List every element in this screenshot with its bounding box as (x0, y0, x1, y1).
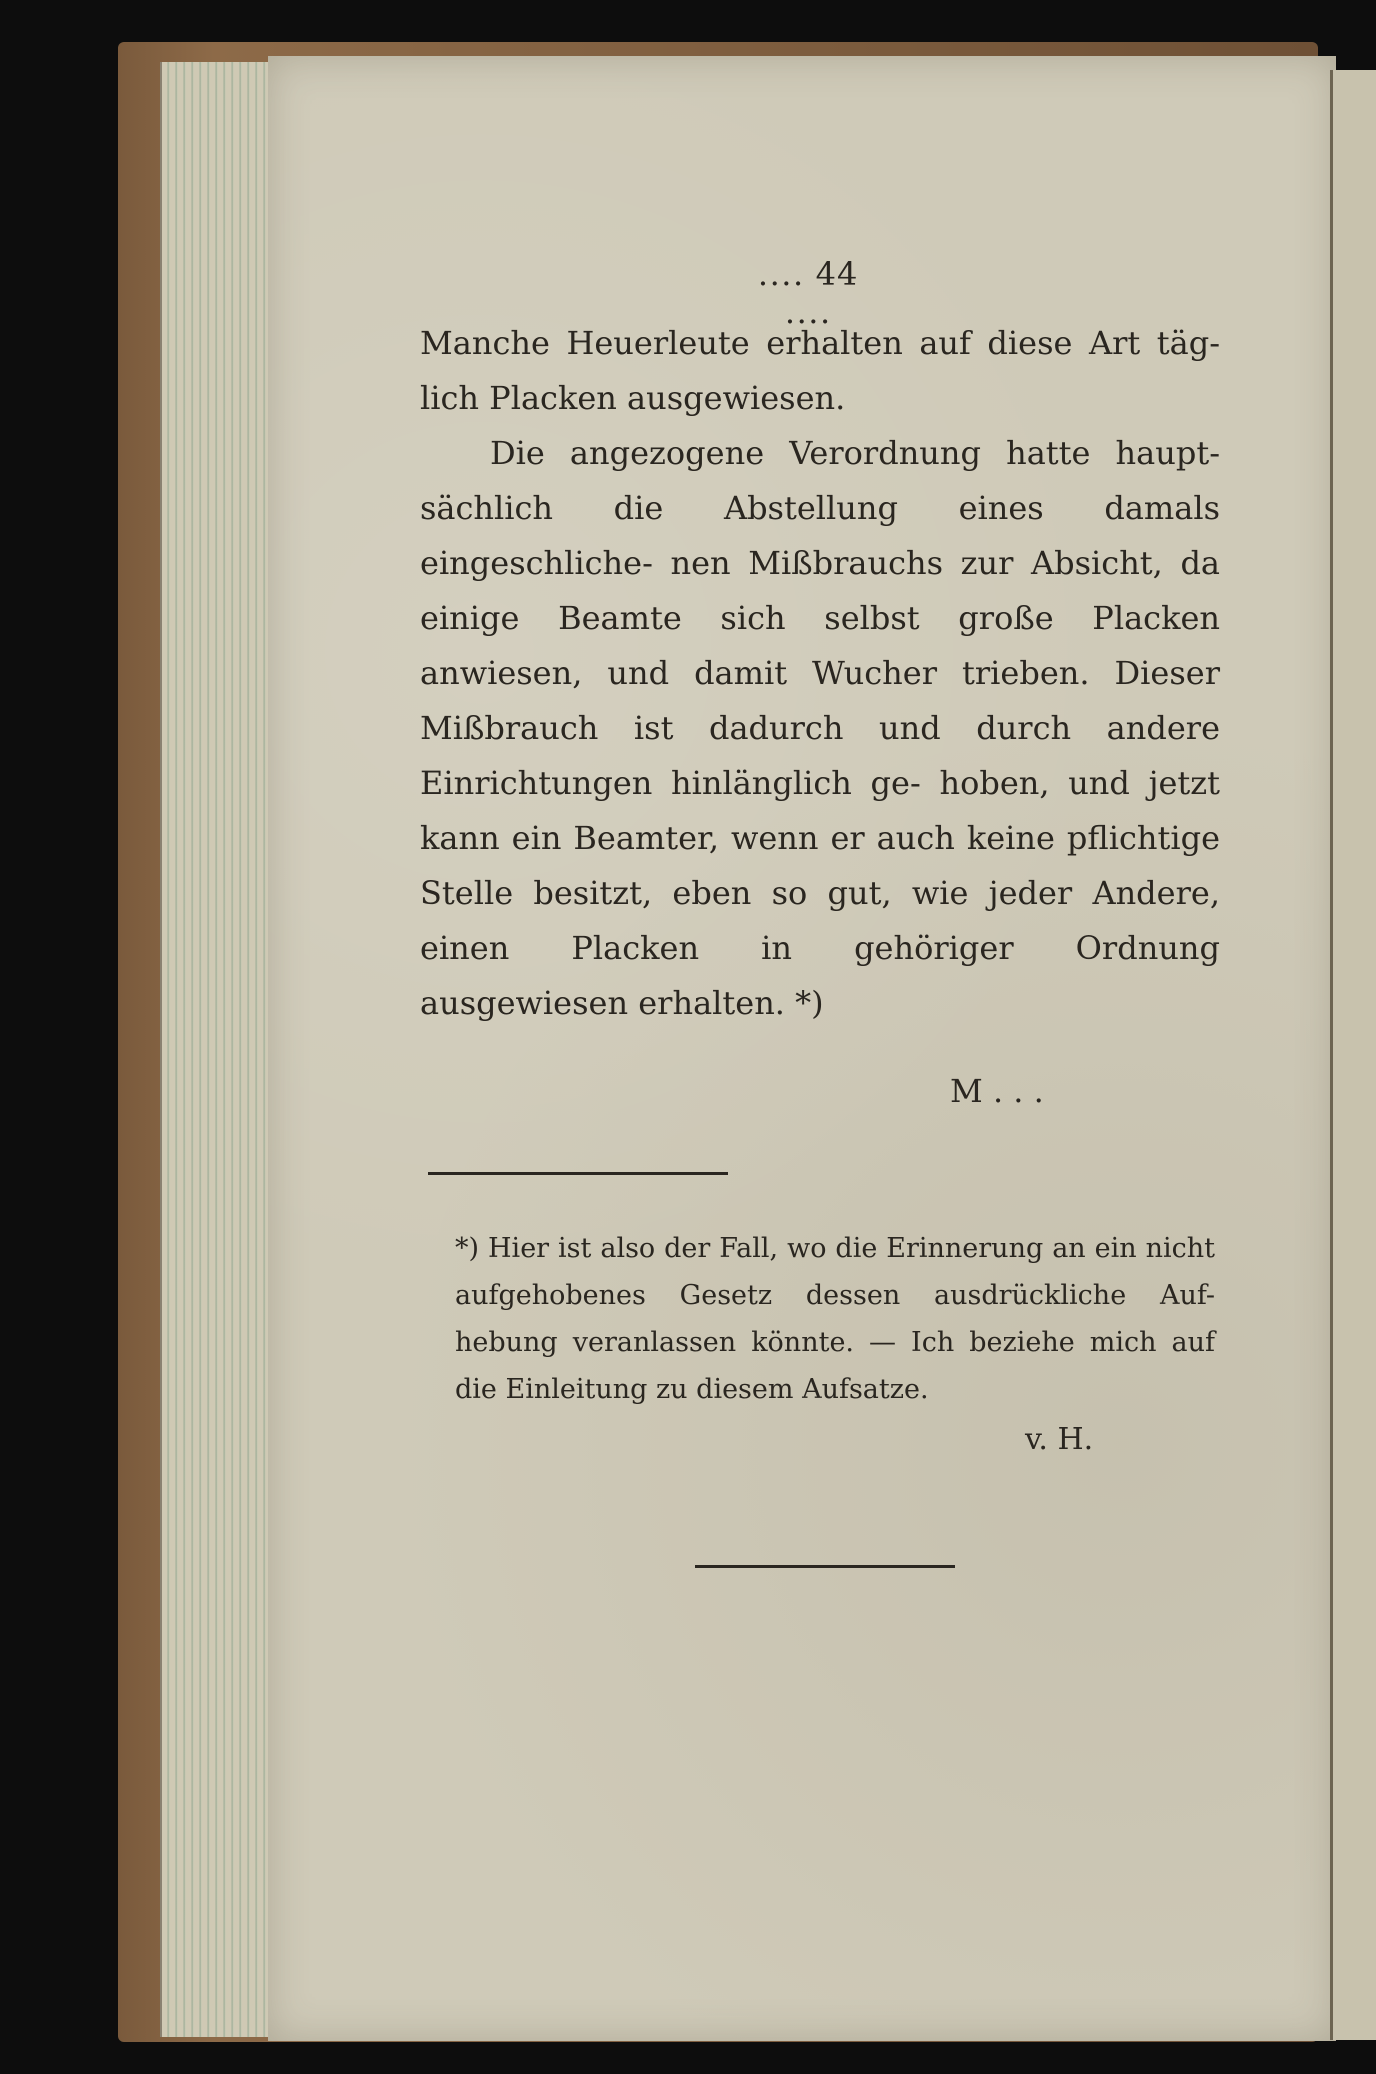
footnote-text: Hier ist also der Fall, wo die Erinnerung an ein nicht aufgehobenes Gesetz dessen ausdrückliche Auf- hebung veranlassen könnte. — Ich beziehe mich auf die Einleitung zu diesem Aufsatze. (455, 1233, 1215, 1405)
footnote-signature: v. H. (1025, 1422, 1094, 1457)
paragraph-1: Manche Heuerleute erhalten auf diese Art täg- lich Placken ausgewiesen. (420, 324, 1220, 417)
facing-page-edge (1330, 70, 1376, 2040)
footnote-marker: *) (455, 1233, 480, 1264)
paragraph-2: Die angezogene Verordnung hatte haupt- sächlich die Abstellung eines damals eingeschliche- nen Mißbrauchs zur Absicht, da einige Beamte sich selbst große Placken anwiesen, und damit Wucher trieben. Dieser Mißbrauch ist dadurch und durch andere Einrichtungen hinlänglich ge- hoben, und jetzt kann ein Beamter, wenn er auch keine pflichtige Stelle besitzt, eben so gut, wie jeder Andere, einen Placken in gehöriger Ordnung ausgewiesen erhalten. *) (420, 434, 1220, 1022)
page-number: ․․․․ 44 ․․․․ (757, 255, 859, 331)
footnote-separator-rule (428, 1172, 728, 1175)
section-end-rule (695, 1565, 955, 1568)
footnote (455, 1225, 1215, 1413)
author-signature: M . . . (950, 1072, 1044, 1110)
page-edges (160, 62, 274, 2037)
body-text (420, 316, 1220, 1031)
footnote-paragraph (455, 1225, 1215, 1413)
